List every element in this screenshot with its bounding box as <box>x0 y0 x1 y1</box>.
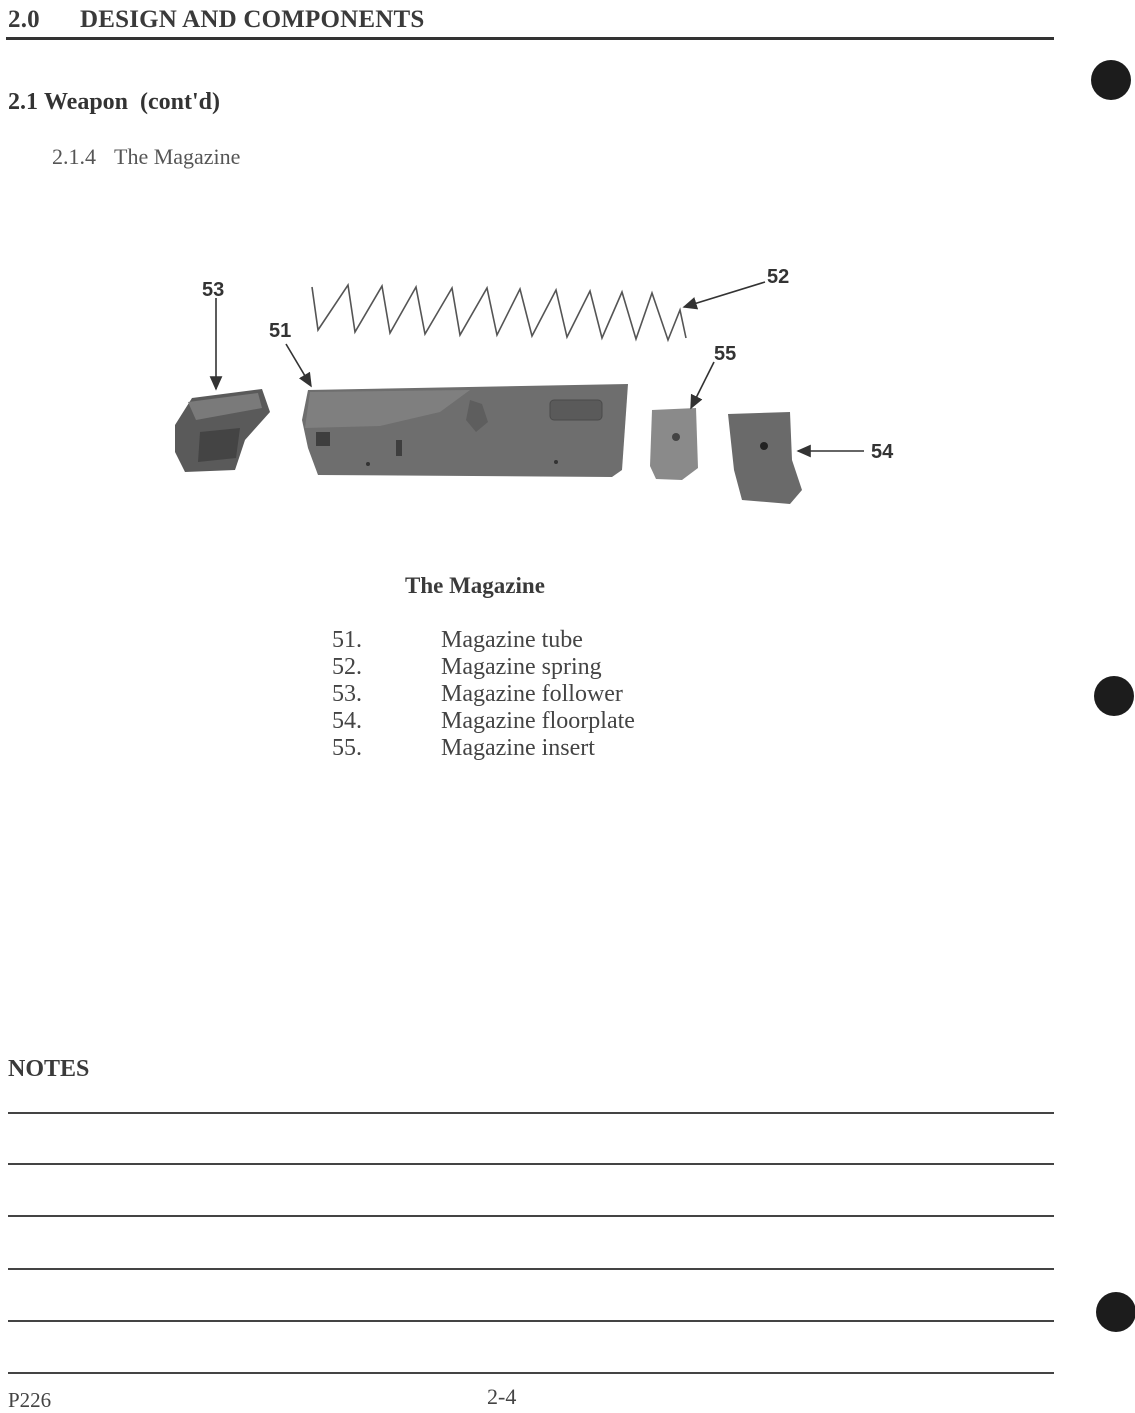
magazine-insert-image <box>650 408 698 480</box>
part-name: Magazine spring <box>441 654 602 680</box>
footer-page-number: 2-4 <box>487 1384 517 1409</box>
magazine-exploded-figure <box>160 255 920 525</box>
parts-list-item <box>332 654 635 681</box>
magazine-floorplate-image <box>728 412 802 504</box>
part-name: Magazine insert <box>441 735 595 761</box>
parts-list-item <box>332 708 635 735</box>
parts-list-item <box>332 735 635 762</box>
part-number: 51. <box>332 627 362 653</box>
callout-55: 55 <box>714 343 737 365</box>
magazine-spring-image <box>312 285 686 340</box>
subsection-title: The Magazine <box>114 144 241 169</box>
callout-52: 52 <box>767 266 790 288</box>
note-line <box>8 1320 1054 1322</box>
subsection-heading <box>52 144 240 170</box>
magazine-follower-image <box>175 389 270 472</box>
parts-list <box>332 627 635 762</box>
section-heading <box>8 89 220 116</box>
binder-hole-top <box>1091 60 1131 100</box>
part-name: Magazine tube <box>441 627 583 653</box>
section-number: 2.1 <box>8 89 38 115</box>
part-number: 55. <box>332 735 362 761</box>
part-number: 54. <box>332 708 362 734</box>
parts-list-item <box>332 627 635 654</box>
part-name: Magazine floorplate <box>441 708 635 734</box>
parts-list-item <box>332 681 635 708</box>
notes-heading: NOTES <box>8 1056 90 1082</box>
section-title: Weapon (cont'd) <box>44 89 221 115</box>
note-line <box>8 1112 1054 1114</box>
note-line <box>8 1163 1054 1165</box>
callout-54: 54 <box>871 441 894 463</box>
note-line <box>8 1215 1054 1217</box>
note-line <box>8 1268 1054 1270</box>
figure-caption: The Magazine <box>405 573 545 598</box>
callout-arrow-51 <box>286 344 311 386</box>
binder-hole-bottom <box>1096 1292 1135 1332</box>
part-number: 52. <box>332 654 362 680</box>
header-rule <box>6 37 1054 40</box>
callout-arrow-52 <box>684 282 765 307</box>
callout-53: 53 <box>202 279 225 301</box>
note-line <box>8 1372 1054 1374</box>
part-name: Magazine follower <box>441 681 623 707</box>
callout-51: 51 <box>269 320 292 342</box>
subsection-number: 2.1.4 <box>52 144 96 169</box>
header-title: DESIGN AND COMPONENTS <box>80 6 425 33</box>
binder-hole-middle <box>1094 676 1134 716</box>
part-number: 53. <box>332 681 362 707</box>
magazine-tube-image <box>302 384 628 477</box>
page-header <box>8 6 425 34</box>
header-number: 2.0 <box>8 6 40 33</box>
callout-arrow-55 <box>691 362 714 408</box>
footer-model: P226 <box>8 1388 52 1412</box>
